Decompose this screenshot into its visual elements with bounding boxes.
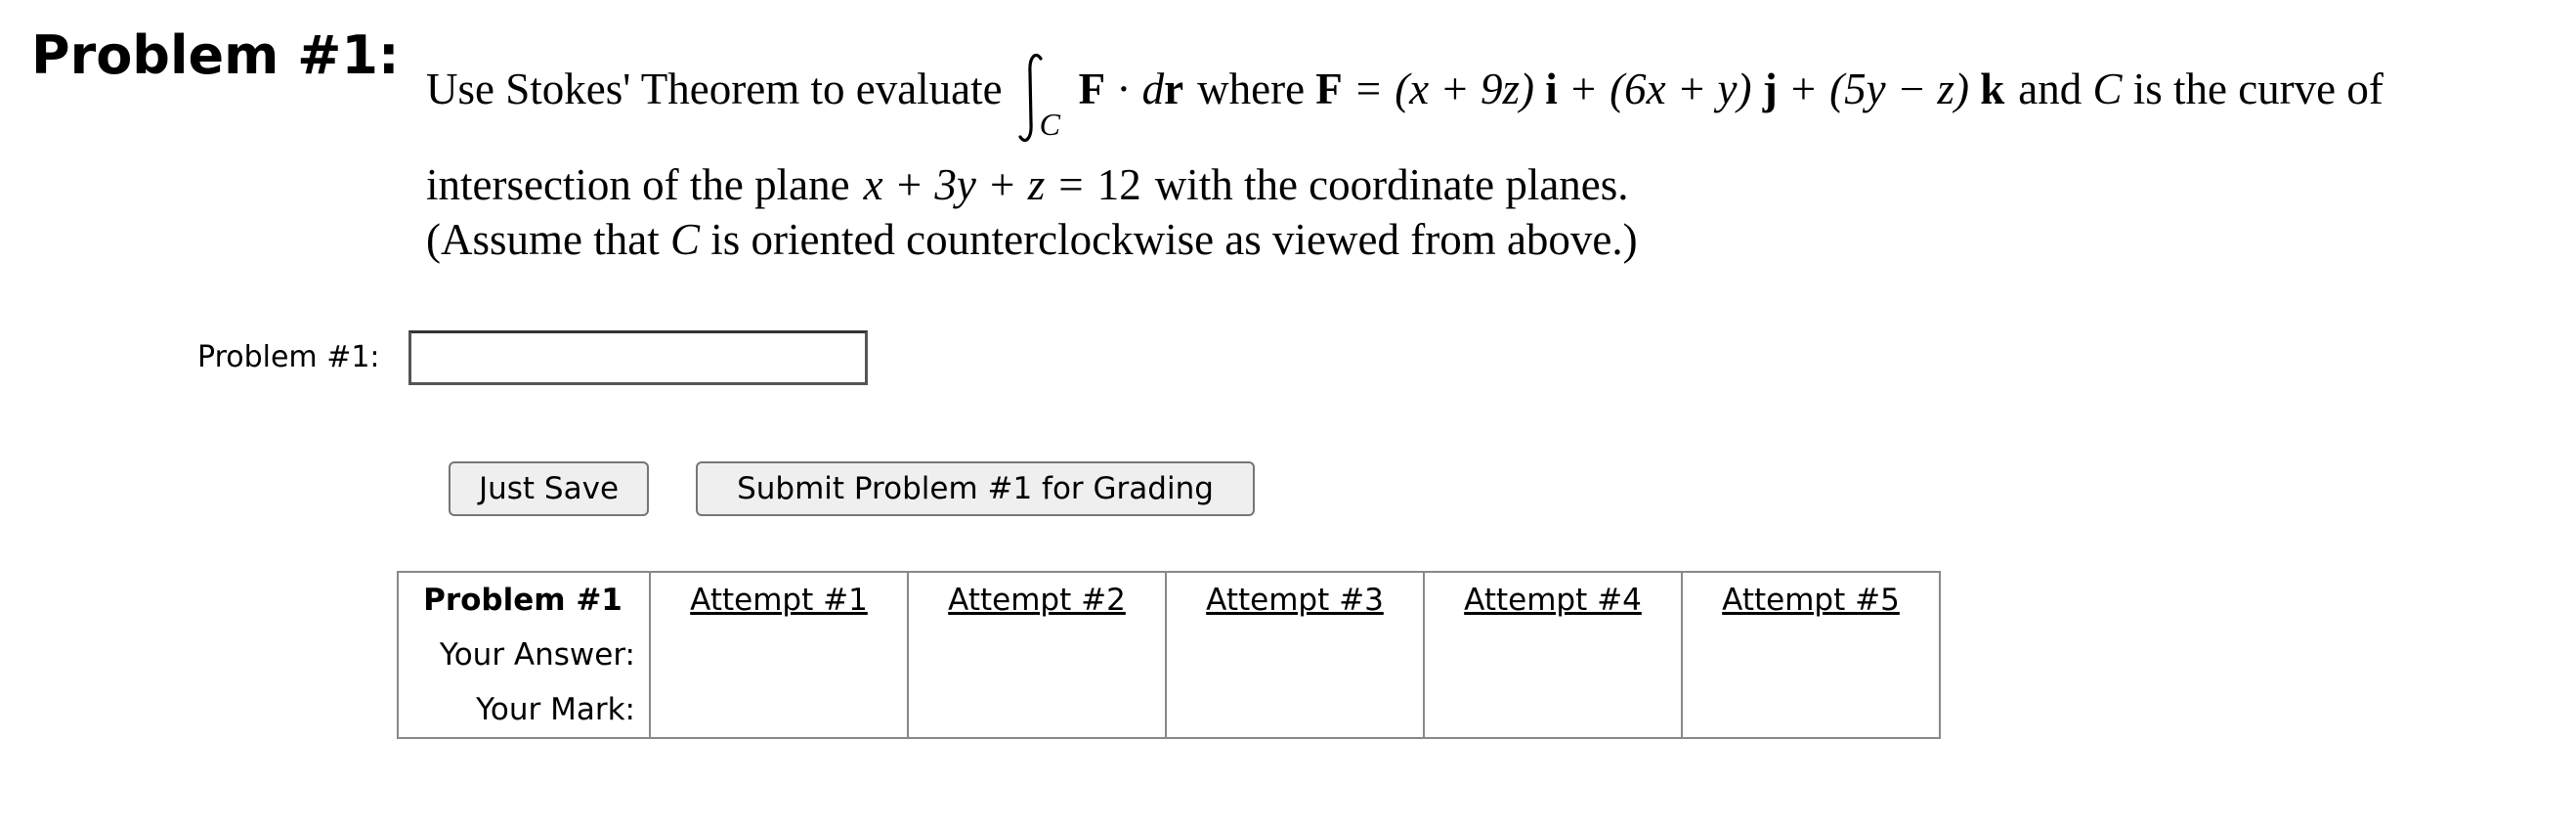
plane-equation-rhs: 12 bbox=[1096, 160, 1141, 209]
unit-vector-i: i bbox=[1545, 65, 1558, 113]
unit-vector-j: j bbox=[1762, 65, 1778, 113]
answer-cell-5 bbox=[1682, 628, 1940, 682]
equals-sign: = bbox=[1355, 65, 1382, 113]
attempts-header-row bbox=[398, 572, 1940, 628]
assumption-tail: is oriented counterclockwise as viewed from above.) bbox=[710, 215, 1638, 264]
attempt-1-link[interactable]: Attempt #1 bbox=[690, 583, 868, 618]
mark-cell-5 bbox=[1682, 682, 1940, 738]
assumption-open: (Assume that bbox=[426, 215, 660, 264]
plane-equals-sign: = bbox=[1058, 160, 1084, 209]
mark-cell-4 bbox=[1424, 682, 1682, 738]
answer-input[interactable] bbox=[408, 330, 868, 385]
attempt-3-header bbox=[1166, 572, 1424, 628]
plane-equation-lhs: x + 3y + z bbox=[863, 160, 1046, 209]
problem-column-header: Problem #1 bbox=[423, 583, 623, 618]
problem-heading: Problem #1: bbox=[31, 24, 400, 86]
answer-cell-2 bbox=[908, 628, 1166, 682]
orientation-curve-C: C bbox=[669, 215, 700, 264]
attempts-table bbox=[397, 571, 1941, 739]
plane-tail-text: with the coordinate planes. bbox=[1154, 160, 1629, 209]
attempt-4-header bbox=[1424, 572, 1682, 628]
statement-line-2 bbox=[426, 158, 2383, 213]
attempt-4-link[interactable]: Attempt #4 bbox=[1464, 583, 1642, 618]
attempt-5-link[interactable]: Attempt #5 bbox=[1722, 583, 1900, 618]
problem-statement bbox=[426, 63, 2383, 268]
statement-line1-tail: is the curve of bbox=[2132, 65, 2383, 113]
answer-label: Problem #1: bbox=[197, 340, 380, 374]
submit-for-grading-button[interactable]: Submit Problem #1 for Grading bbox=[696, 461, 1255, 516]
attempt-5-header bbox=[1682, 572, 1940, 628]
answer-cell-1 bbox=[650, 628, 908, 682]
attempt-3-link[interactable]: Attempt #3 bbox=[1206, 583, 1384, 618]
just-save-button[interactable]: Just Save bbox=[449, 461, 649, 516]
attempt-1-header bbox=[650, 572, 908, 628]
component-i-term: (x + 9z) bbox=[1395, 65, 1535, 113]
attempt-2-header bbox=[908, 572, 1166, 628]
field-symbol-F: F bbox=[1315, 65, 1343, 113]
plus-sign-1: + bbox=[1570, 65, 1597, 113]
component-k-term: (5y − z) bbox=[1829, 65, 1969, 113]
curve-symbol-C: C bbox=[2092, 65, 2123, 113]
your-answer-row bbox=[398, 628, 1940, 682]
plane-intro-text: intersection of the plane bbox=[426, 160, 850, 209]
position-vector-r: r bbox=[1164, 65, 1184, 113]
differential-d: d bbox=[1141, 65, 1165, 113]
statement-line-1 bbox=[426, 63, 2383, 142]
and-text: and bbox=[2018, 65, 2082, 113]
answer-cell-3 bbox=[1166, 628, 1424, 682]
mark-cell-3 bbox=[1166, 682, 1424, 738]
your-mark-row bbox=[398, 682, 1940, 738]
answer-cell-4 bbox=[1424, 628, 1682, 682]
your-answer-label: Your Answer: bbox=[439, 637, 635, 673]
attempt-2-link[interactable]: Attempt #2 bbox=[948, 583, 1126, 618]
where-text: where bbox=[1197, 65, 1306, 113]
unit-vector-k: k bbox=[1980, 65, 2005, 113]
vector-field-F: F bbox=[1078, 65, 1106, 113]
mark-cell-2 bbox=[908, 682, 1166, 738]
statement-line-3 bbox=[426, 213, 2383, 268]
line-integral bbox=[1003, 63, 1079, 142]
plus-sign-2: + bbox=[1790, 65, 1817, 113]
dot-operator: · bbox=[1116, 65, 1132, 113]
component-j-term: (6x + y) bbox=[1610, 65, 1752, 113]
statement-intro: Use Stokes' Theorem to evaluate bbox=[426, 65, 1003, 113]
your-mark-label: Your Mark: bbox=[476, 692, 635, 727]
integral-subscript: C bbox=[1039, 107, 1060, 142]
mark-cell-1 bbox=[650, 682, 908, 738]
